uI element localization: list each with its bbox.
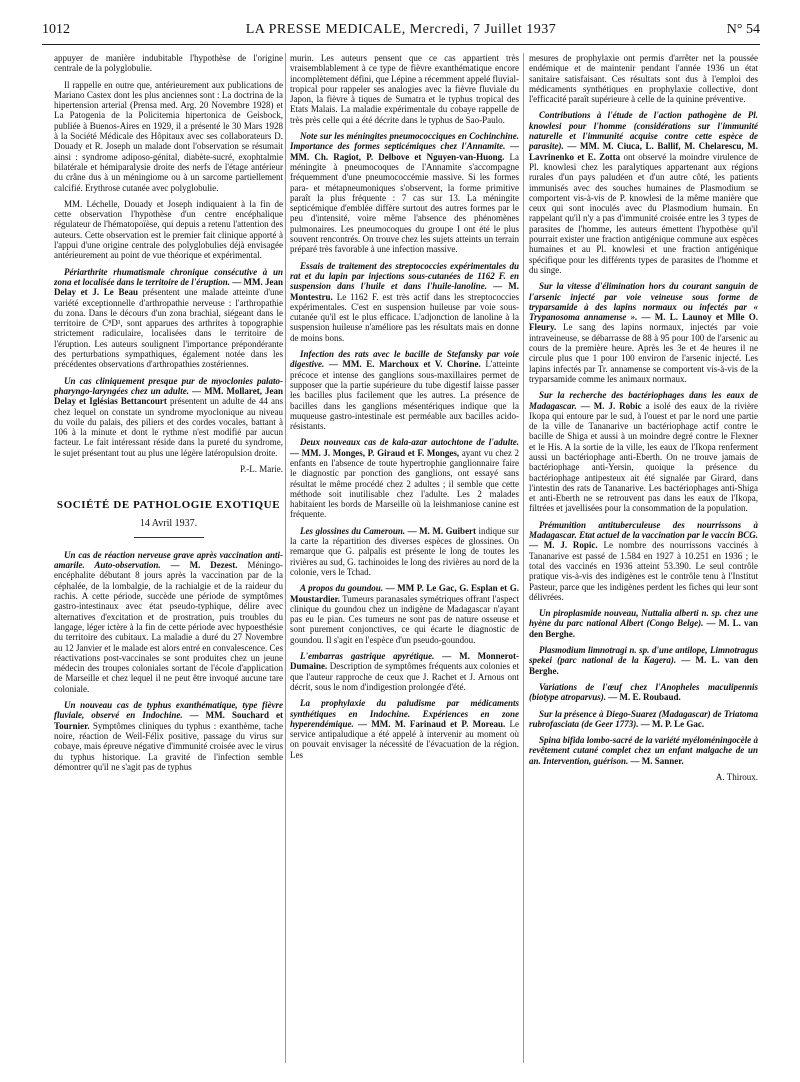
article-body: Méningo-encéphalite débutant 8 jours après la vaccination par de la céphalée, de la lombalgie, de la rachialgie et de la raideur du rachis. A cette période, succède une période de symptômes gastro-intestinaux avec état pseudo-typhique, délire avec alternatives d'excitation et de prostration, puis troubles du langage, léger ictère à la fin de cette période avec hypoesthésie du territoire des cubitaux. La maladie a duré du 27 Novembre au 12 Janvier et le malade est alors entré en convalescence. Ces réactivations post-vaccinales se sont produites chez un jeune médecin des troupes coloniales sortant de l'école d'application de Marseille et chez lequel il ne peut être invoqué aucune tare coloniale. [54, 560, 283, 694]
article-paragraph [54, 700, 283, 772]
article-title: Un cas cliniquement presque pur de myoclonies palato-pharyngo-laryngées chez un adulte. [54, 375, 283, 396]
article-paragraph [529, 53, 758, 104]
article-paragraph [54, 80, 283, 193]
article-authors: — M. M. Guibert [405, 525, 477, 536]
article-authors: — M. E. Roubaud. [606, 692, 681, 703]
article-title: Un piroplasmide nouveau, Nuttalia alberti n. sp. chez une hyène du parc national Albert (Congo Belge). [529, 608, 758, 629]
article-paragraph [54, 376, 283, 458]
column-divider [523, 53, 524, 1063]
author-signature: P.-L. Marie. [240, 463, 283, 474]
article-authors: — MM. Mollaret, Jean Delay et Iglésias Bettancourt [54, 385, 283, 407]
article-body: La méningite à pneumocoques de l'Annamite s'accompagne fréquemment d'une pneumococcémie massive. Si les formes para- et métapneumoniques s'observent, la forme primitive paraît la plus fréquente : 7 cas sur 13. La méningite septicémique d'emblée diffère surtout des autres formes par le peu d'intensité, voire même l'absence des phénomènes pulmonaires. Les pneumocoques du groupe I ont été le plus souvent rencontrés. On trouve chez les sujets atteints un terrain préparé très favorable à une infection massive. [290, 151, 519, 255]
article-title: Variations de l'œuf chez l'Anopheles maculipennis (biotype atroparvus). [529, 681, 758, 703]
article-paragraph [529, 520, 758, 602]
journal-title: LA PRESSE MEDICALE, Mercredi, 7 Juillet 1937 [245, 22, 557, 37]
article-title: L'embarras gastrique apyrétique. [300, 651, 435, 662]
article-authors: — M. J. Ropic. [529, 540, 598, 551]
article-body: Le nombre des nourrissons vaccinés à Tananarive est passé de 1.584 en 1927 à 10.251 en 1936 ; le total des vaccinés en 1936 atteint 53.390. Le seul contrôle pratique vis-à-vis des indigènes est le contrôle tenu à l'Institut Pasteur, parce que les indigènes perdent les fiches qui leur sont délivrées. [529, 540, 758, 602]
article-body: Symptômes cliniques du typhus : exanthème, tache noire, réaction de Weil-Félix positive, passage du virus sur cobaye, mais épreuve négative d'immunité croisée avec le virus du typhus historique. La gravité de l'infection semble démontrer qu'il ne s'agit pas de typhus [54, 720, 283, 772]
article-title: A propos du goundou. [300, 583, 384, 594]
page-number: 1012 [42, 22, 70, 37]
article-paragraph [529, 608, 758, 639]
article-title: Sur la recherche des bactériophages dans les eaux de Madagascar. [529, 390, 758, 411]
article-paragraph [529, 735, 758, 766]
article-body: MM. Léchelle, Douady et Joseph indiquaient à la fin de cette observation l'hypothèse d'un centre encéphalique régulateur de l'hématopoïèse, qui depuis a retenu l'attention des auteurs. Cette observation est le premier fait clinique apporté à l'appui d'une origine centrale des polyglobulies déjà envisagée antérieurement au point de vue théorique et expérimental. [54, 198, 283, 261]
article-authors: — M. P. Le Gac. [638, 718, 705, 729]
article-paragraph [290, 53, 519, 125]
article-title: Spina bifida lombo-sacré de la variété myéloméningocèle à revêtement cutané complet chez un enfant malgache de un an. Intervention, guérison. [529, 735, 758, 766]
article-authors: — MM. J. Monges, P. Giraud et F. Monges, [290, 447, 460, 458]
article-authors: — MM. E. Marchoux et V. Chorine. [324, 359, 481, 370]
article-body: Le 1162 F. est très actif dans les streptococcies expérimentales. C'est en suspension huileuse par voie sous-cutanée qu'il est le plus efficace. L'adjonction de lanoline à la suspension huileuse n'améliore pas les résultats mais en donne de moins bons. [290, 291, 519, 343]
article-title: Contributions à l'étude de l'action pathogène de Pl. knowlesi pour l'homme (considérations sur l'immunité naturelle et l'immunité acquise contre cette espèce de parasite). [529, 110, 758, 152]
article-title: La prophylaxie du paludisme par médicaments synthétiques en Indochine. Expériences en zone hyperendémique. [290, 698, 519, 729]
article-authors: — MM. M. Ciuca, L. Ballif, M. Chelarescu, M. Lavrinenko et E. Zotta [529, 141, 758, 162]
article-body: ont observé la moindre virulence de Pl. knowlesi chez les paralytiques appartenant aux régions rurales d'un pays paludéen et d'un autre côté, les patients immunisés avec des souches humaines de Plasmodium se comportent vis-à-vis de P. knowlesi de la même manière que ceux qui sont inoculés avec du Plasmodium humain. En rappelant qu'il n'y a pas d'immunité croisée entre les 3 types de parasites de l'homme, les auteurs émettent l'hypothèse qu'il pourrait exister une fraction antigénique commune aux espèces humaines et au Pl. knowlesi et une fraction antigénique spécifique pour les différents types de parasites de l'homme et du singe. [529, 151, 758, 275]
column-divider [285, 53, 286, 1063]
article-body: présentent une malade atteinte d'une variété exceptionnelle d'arthropathie nerveuse : l'arthropathie du zona. Dans le décours d'un zona brachial, siégeant dans le territoire de C⁸D¹, sont apparues des arthrites à topographie strictement radiculaire, localisées dans le territoire de l'éruption. Les auteurs soulignent l'importance prépondérante des perturbations sympathiques, également notée dans les précédentes observations d'arthropathies zostériennes. [54, 287, 283, 370]
article-authors: — MM. Ch. Ragiot, P. Delbove et Nguyen-van-Huong. [290, 141, 519, 162]
article-title: Un cas de réaction nerveuse grave après vaccination anti-amarile. Auto-observation. [54, 549, 283, 571]
article-title: Infection des rats avec le bacille de Stefansky par voie digestive. [290, 349, 519, 370]
section-title: SOCIÉTÉ DE PATHOLOGIE EXOTIQUE [56, 499, 281, 512]
author-signature: A. Thiroux. [715, 772, 758, 782]
article-authors: — M. L. van den Berghe. [529, 655, 758, 676]
article-authors: — MM P. Le Gac, G. Esplan et G. Moustardier. [290, 583, 519, 604]
column-2 [290, 53, 519, 1063]
article-paragraph [529, 709, 758, 730]
article-body: Le service antipaludique a été appelé à intervenir au moment où on pouvait envisager la nécessité de l'évacuation de la région. Les [290, 718, 519, 760]
article-title: Sur la présence à Diego-Suarez (Madagascar) de Triatoma rubrofasciata (de Geer 1773). [529, 708, 758, 729]
article-paragraph [290, 131, 519, 255]
section-date: 14 Avril 1937. [139, 517, 198, 529]
article-body: Tumeurs paranasales symétriques offrant l'aspect clinique du goundou chez un indigène de Madagascar n'ayant pas eu le pian. Ces tumeurs ne sont pas de nature osseuse et sont purement conjonctives, ce qui écarte le diagnostic de goundou. Il s'agit en l'espèce d'un pseudo-goundou. [290, 593, 519, 645]
page-header [42, 22, 760, 45]
article-authors: — MM. Souchard et Tournier. [54, 710, 283, 731]
article-paragraph [529, 390, 758, 514]
article-paragraph [529, 682, 758, 703]
article-authors: — M. L. Launoy et Mlle O. Fleury. [529, 312, 758, 333]
article-title: Note sur les méningites pneumococciques en Cochinchine. Importance des formes septicémiques chez l'Annamite. [290, 131, 519, 152]
article-body: Le sang des lapins normaux, injectés par voie intraveineuse, se débarrasse de 88 à 95 pour 100 de l'arsenic au cours de la première heure. Après les 3e et 4e heures il ne circule plus que 1 pour 100 environ de l'arsenic injecté. Les lapins infectés par Tr. annamense se comportent vis-à-vis de la tryparsamide comme les animaux normaux. [529, 322, 758, 384]
article-body: appuyer de manière indubitable l'hypothèse de l'origine centrale de la polyglobulie. [54, 53, 283, 74]
article-paragraph [54, 550, 283, 694]
article-title: Prémunition antituberculeuse des nourrissons à Madagascar. Etat actuel de la vaccination par le vaccin BCG. [529, 519, 758, 541]
article-authors: — MM. Jean Delay et J. Le Beau [54, 276, 283, 298]
article-body: Description de symptômes fréquents aux colonies et que l'auteur rapproche de ceux que J. Rachet et J. Arnous ont décrit, sous le nom d'indigestion prolongée d'été. [290, 661, 519, 692]
article-title: Périarthrite rhumatismale chronique consécutive à un zona et localisée dans le territoire de l'éruption. [54, 266, 283, 287]
article-paragraph [290, 261, 519, 343]
article-title: Plasmodium limnotragi n. sp. d'une antilope, Limnotragus spekei (parc national de la Kagera). [529, 645, 758, 666]
article-title: Essais de traitement des streptococcies expérimentales du rat et du lapin par injections sous-cutanées de 1162 F. en suspension dans l'huile et dans l'huile-lanoline. [290, 260, 519, 292]
article-title: Deux nouveaux cas de kala-azar autochtone de l'adulte. [300, 437, 519, 448]
article-paragraph [529, 645, 758, 676]
article-paragraph [54, 199, 283, 261]
article-body: présentent un adulte de 44 ans chez lequel on constate un syndrome myoclonique au niveau du voile du palais, des piliers et des cordes vocales, battant à 106 à la minute et dont le rythme n'est modifié par aucun facteur. Le fait intéressant réside dans la pureté du syndrome, le sujet présentant tout au plus une légère latéropulsion droite. [54, 396, 283, 458]
article-body: murin. Les auteurs pensent que ce cas appartient très vraisemblablement à ce type de fièvre exanthématique encore incomplètement défini, que Lépine a récemment appelé fluvial-tropical pour rappeler ses analogies avec la fièvre fluviale du Japon, la fièvre à tiques de Sumatra et le typhus tropical des Etats Malais. La maladie expérimentale du cobaye rappelle de très près celle qui a été décrite dans le typhus de Sao-Paulo. [290, 53, 519, 125]
article-body: a isolé des eaux de la rivière Ikopa qui entoure par le sud, à l'ouest et par le nord une partie de la ville de Tananarive un bactériophage actif contre le bacille de Shiga et aussi à un moindre degré contre le Flexner et le His. A la sortie de la ville, les eaux de l'Ikopa renferment aussi un bactériophage anti-Eberth. On ne trouve jamais de bactériophage anti-Yersin, quoique la présence du bactériophage antipesteux ait été signalée par Girard, dans l'intestin des rats de Tananarive. Les bactériophages anti-Shiga et anti-Eberth ne se retrouvent pas dans les eaux de l'Ikopa, filtrées et javellisées pour la consommation de la population. [529, 400, 758, 514]
article-paragraph [54, 53, 283, 74]
article-title: Les glossines du Cameroun. [300, 525, 406, 536]
article-paragraph [529, 281, 758, 384]
article-authors: — M. Montestru. [290, 281, 519, 302]
column-3 [529, 53, 758, 1063]
article-authors: — M. L. van den Berghe. [529, 618, 758, 639]
article-body: indique sur la carte la répartition des diverses espèces de glossines. On remarque que G. palpalis est présente le long de toutes les rivières au sud, G. tachinoides le long des rivières au nord de la colonie, vers le Tchad. [290, 525, 519, 577]
article-body: Il rappelle en outre que, antérieurement aux publications de Mariano Castex dont les plus anciennes sont : La doctrina de la hipertension arterial (Prensa med. Arg. 20 Novembre 1928) et La Patogenia de la Policitemia hipertonica de Geisbock, publiée à Buenos-Aires en 1929, il a présenté le 30 Mars 1928 à la Société Médicale des Hôpitaux avec ses collaborateurs D. Douady et R. Joseph un malade dont l'observation se résumait ainsi : syndrome adiposo-génital, diabète-sucré, exophtalmie bilatérale et hémiparalysie droite des nerfs de l'étage antérieur du crâne dus à un méningiome ou à un sarcome partiellement calcifié. Erythrose cutanée avec polyglobulie. [54, 79, 283, 193]
article-authors: — M. Monnerot-Dumaine. [290, 651, 519, 672]
article-authors: — M. J. Robic [576, 400, 642, 411]
article-body: ayant vu chez 2 enfants en l'absence de toute hypertrophie ganglionnaire faire le diagnostic par ponction des ganglions, ont essayé sans résultat le même procédé chez 2 adultes ; il semble que cette méthode soit inutilisable chez l'adulte. Les 2 malades habitaient les bords de Marseille où la leishmaniose canine est fréquente. [290, 447, 519, 520]
article-paragraph [290, 526, 519, 577]
article-title: Un nouveau cas de typhus exanthématique, type fièvre fluviale, observé en Indochine. [54, 700, 283, 721]
column-1 [54, 53, 283, 1063]
article-authors: — M. Sanner. [628, 755, 684, 766]
article-paragraph [290, 583, 519, 645]
article-paragraph [290, 651, 519, 692]
section-rule [134, 537, 204, 538]
article-paragraph [529, 110, 758, 275]
article-paragraph [290, 349, 519, 431]
article-title: Sur la vitesse d'élimination hors du courant sanguin de l'arsenic injecté par voie veineuse sous forme de tryparsamide à des lapins normaux ou infectés par « Trypanosoma annamense ». [529, 281, 758, 323]
article-paragraph [290, 698, 519, 760]
article-authors: — MM. M. Farinaud et P. Moreau. [353, 718, 506, 729]
article-paragraph [54, 267, 283, 370]
article-paragraph [290, 437, 519, 519]
article-body: mesures de prophylaxie ont permis d'arrêter net la poussée endémique et de maintenir pendant l'année 1936 un état sanitaire satisfaisant. Ces résultats sont dus à l'emploi des médicaments synthétiques en prophylaxie collective, dont l'efficacité paraît supérieure à celle de la quinine préventive. [529, 53, 758, 105]
issue-number: N° 54 [726, 22, 760, 37]
article-authors: — M. Dezest. [160, 560, 238, 571]
article-body: L'atteinte précoce et intense des ganglions sous-maxillaires permet de supposer que la partie supérieure du tube digestif laisse passer les bacilles plus facilement que les autres. La présence de bacilles dans les ganglions mésentériques indique que la muqueuse gastro-intestinale est perméable aux bacilles acido-résistants. [290, 359, 519, 432]
